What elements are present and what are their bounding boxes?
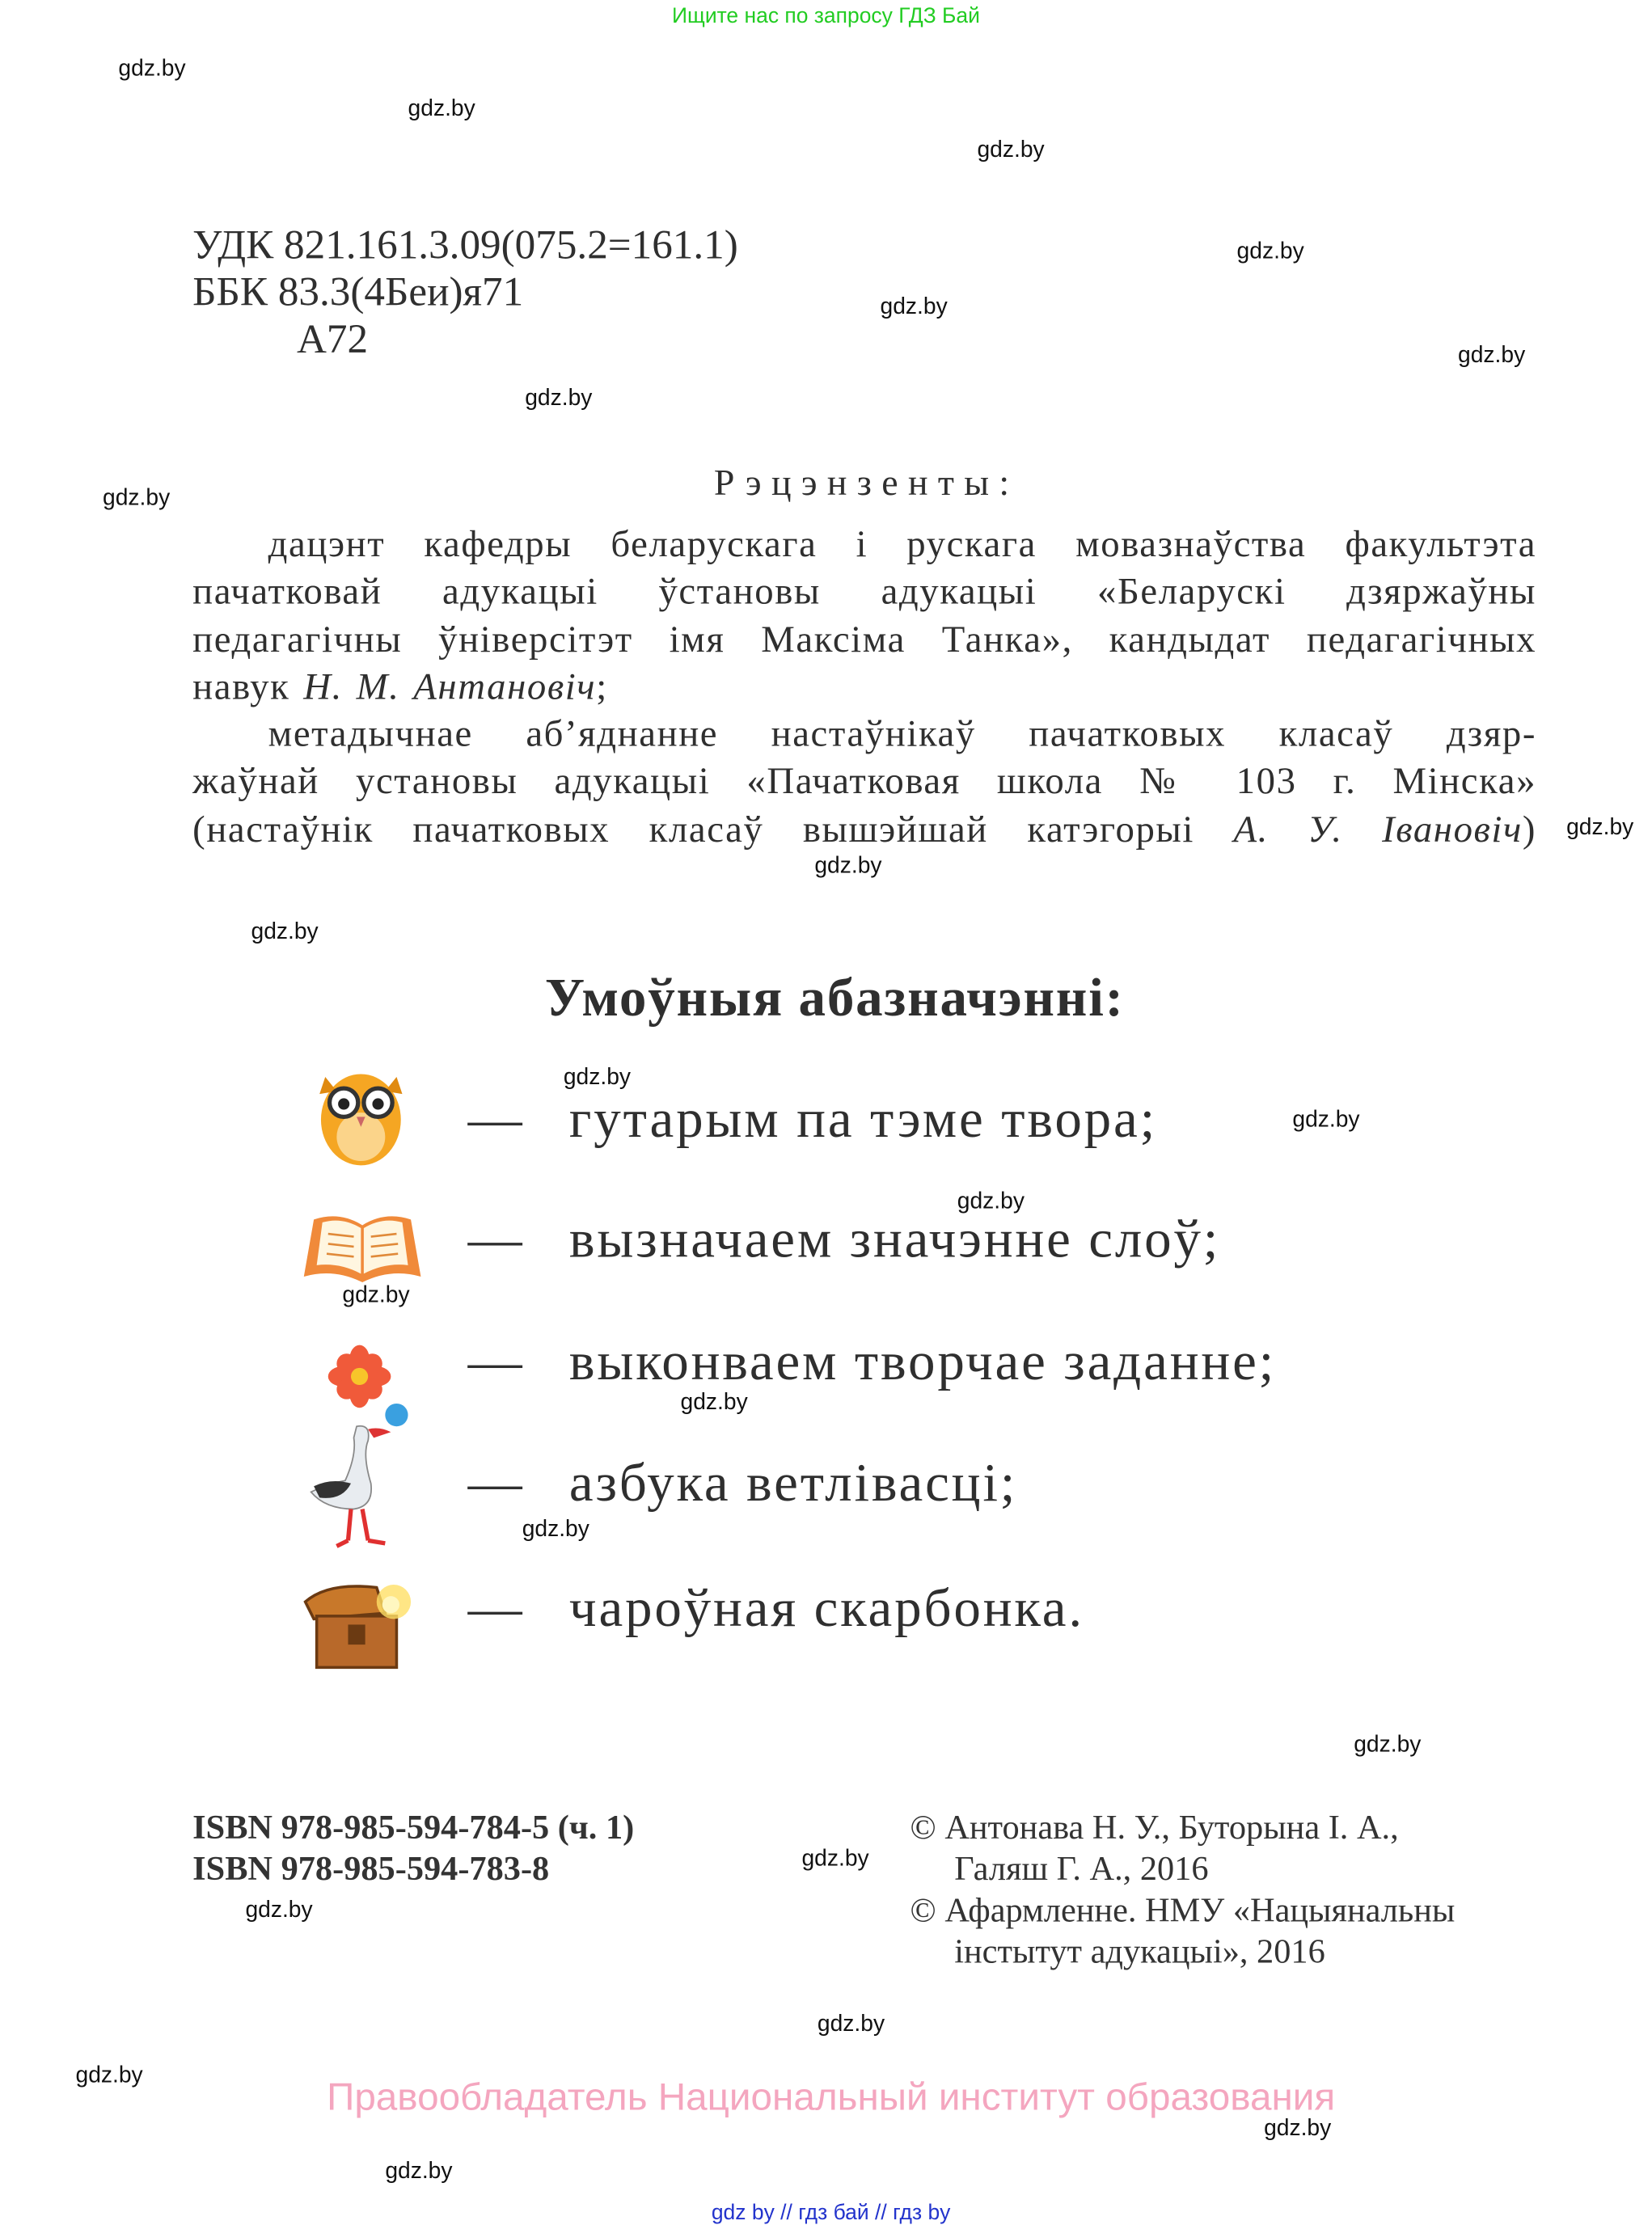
legend-item <box>299 1398 1440 1555</box>
legend-text: выконваем творчае заданне; <box>568 1332 1277 1392</box>
reviewers-heading: Рэцэнзенты: <box>713 462 1020 504</box>
watermark: gdz.by <box>103 486 171 511</box>
classification-codes <box>192 222 738 364</box>
watermark: gdz.by <box>957 1189 1025 1214</box>
watermark: gdz.by <box>814 854 882 879</box>
punctuation: ) <box>1522 807 1537 851</box>
legend-item <box>299 1191 1440 1305</box>
watermark: gdz.by <box>522 1518 589 1543</box>
reviewer-line <box>192 663 1536 711</box>
legend-heading: Умоўныя абазначэнні: <box>544 968 1125 1028</box>
watermark: gdz.by <box>525 386 593 412</box>
reviewer-name: Н. М. Антановіч <box>303 664 597 707</box>
reviewer-line: пачатковай адукацыі ўстановы адукацыі «Беларускі дзяржаўны <box>192 569 1537 613</box>
owl-icon <box>299 1062 428 1176</box>
watermark: gdz.by <box>118 57 186 82</box>
bbk-code: ББК 83.3(4Беи)я71 <box>192 269 524 315</box>
watermark: gdz.by <box>245 1898 313 1923</box>
watermark: gdz.by <box>801 1847 869 1872</box>
watermark: gdz.by <box>1354 1733 1422 1758</box>
legend-dash: — <box>467 1332 522 1392</box>
legend-dash: — <box>467 1089 522 1150</box>
rights-holder-notice: Правообладатель Национальный институт образования <box>327 2075 1336 2118</box>
reviewer-line <box>192 805 1536 853</box>
reviewer-line-text: (настаўнік пачатковых класаў вышэйшай катэгорыі <box>192 807 1234 851</box>
reviewer-line-text: навук <box>192 664 304 707</box>
footer-links[interactable]: gdz by // гдз бай // гдз by <box>711 2201 951 2225</box>
legend-dash: — <box>467 1578 522 1640</box>
watermark: gdz.by <box>342 1283 410 1308</box>
treasure-chest-icon <box>299 1566 428 1680</box>
watermark: gdz.by <box>1458 344 1526 369</box>
watermark: gdz.by <box>563 1065 632 1090</box>
reviewer-line: дацэнт кафедры беларускага і рускага мовазнаўства факультэта <box>268 521 1537 565</box>
watermark: gdz.by <box>408 96 475 121</box>
legend-text: азбука ветлівасці; <box>568 1453 1018 1514</box>
copyright-design: © Афармленне. НМУ «Нацыянальны <box>910 1893 1456 1930</box>
watermark: gdz.by <box>385 2159 453 2184</box>
isbn-block <box>192 1809 634 1891</box>
top-banner[interactable]: Ищите нас по запросу ГДЗ Бай <box>672 4 980 29</box>
watermark: gdz.by <box>1264 2117 1332 2142</box>
watermark: gdz.by <box>977 138 1045 163</box>
legend-dash: — <box>467 1210 522 1270</box>
reviewers-text <box>192 521 1536 853</box>
watermark: gdz.by <box>1566 816 1634 841</box>
watermark: gdz.by <box>1292 1108 1360 1133</box>
reviewer-name: А. У. Івановіч <box>1233 807 1523 851</box>
open-book-icon <box>299 1191 428 1305</box>
watermark: gdz.by <box>880 295 948 320</box>
copyright-authors: © Антонава Н. У., Буторына І. А., <box>910 1809 1399 1847</box>
watermark: gdz.by <box>817 2012 885 2037</box>
stork-icon <box>299 1398 428 1555</box>
legend-text: вызначаем значэнне слоў; <box>568 1210 1221 1270</box>
reviewer-line: жаўнай установы адукацыі «Пачатковая школа № 103 г. Мінска» <box>192 759 1537 803</box>
watermark: gdz.by <box>680 1391 748 1416</box>
watermark: gdz.by <box>1236 239 1304 264</box>
reviewer-line: педагагічны ўніверсітэт імя Максіма Танка», кандыдат педагагічных <box>192 617 1537 661</box>
udk-code: УДК 821.161.3.09(075.2=161.1) <box>192 222 738 268</box>
copyright-authors-cont: Галяш Г. А., 2016 <box>954 1851 1209 1889</box>
copyright-block <box>911 1809 1456 1974</box>
legend-item <box>299 1062 1440 1176</box>
legend-dash: — <box>467 1453 522 1514</box>
legend-text: чароўная скарбонка. <box>568 1578 1084 1640</box>
isbn-set: ISBN 978-985-594-783-8 <box>192 1851 550 1889</box>
reviewer-line: метадычнае аб’яднанне настаўнікаў пачатковых класаў дзяр- <box>268 711 1537 755</box>
author-code: А72 <box>296 316 369 363</box>
punctuation: ; <box>596 664 608 707</box>
watermark: gdz.by <box>251 919 319 944</box>
legend-item <box>299 1566 1440 1680</box>
legend-text: гутарым па тэме твора; <box>568 1089 1158 1150</box>
copyright-design-cont: інстытут адукацыі», 2016 <box>954 1934 1325 1972</box>
isbn-part1: ISBN 978-985-594-784-5 (ч. 1) <box>192 1809 635 1847</box>
watermark: gdz.by <box>75 2063 143 2088</box>
